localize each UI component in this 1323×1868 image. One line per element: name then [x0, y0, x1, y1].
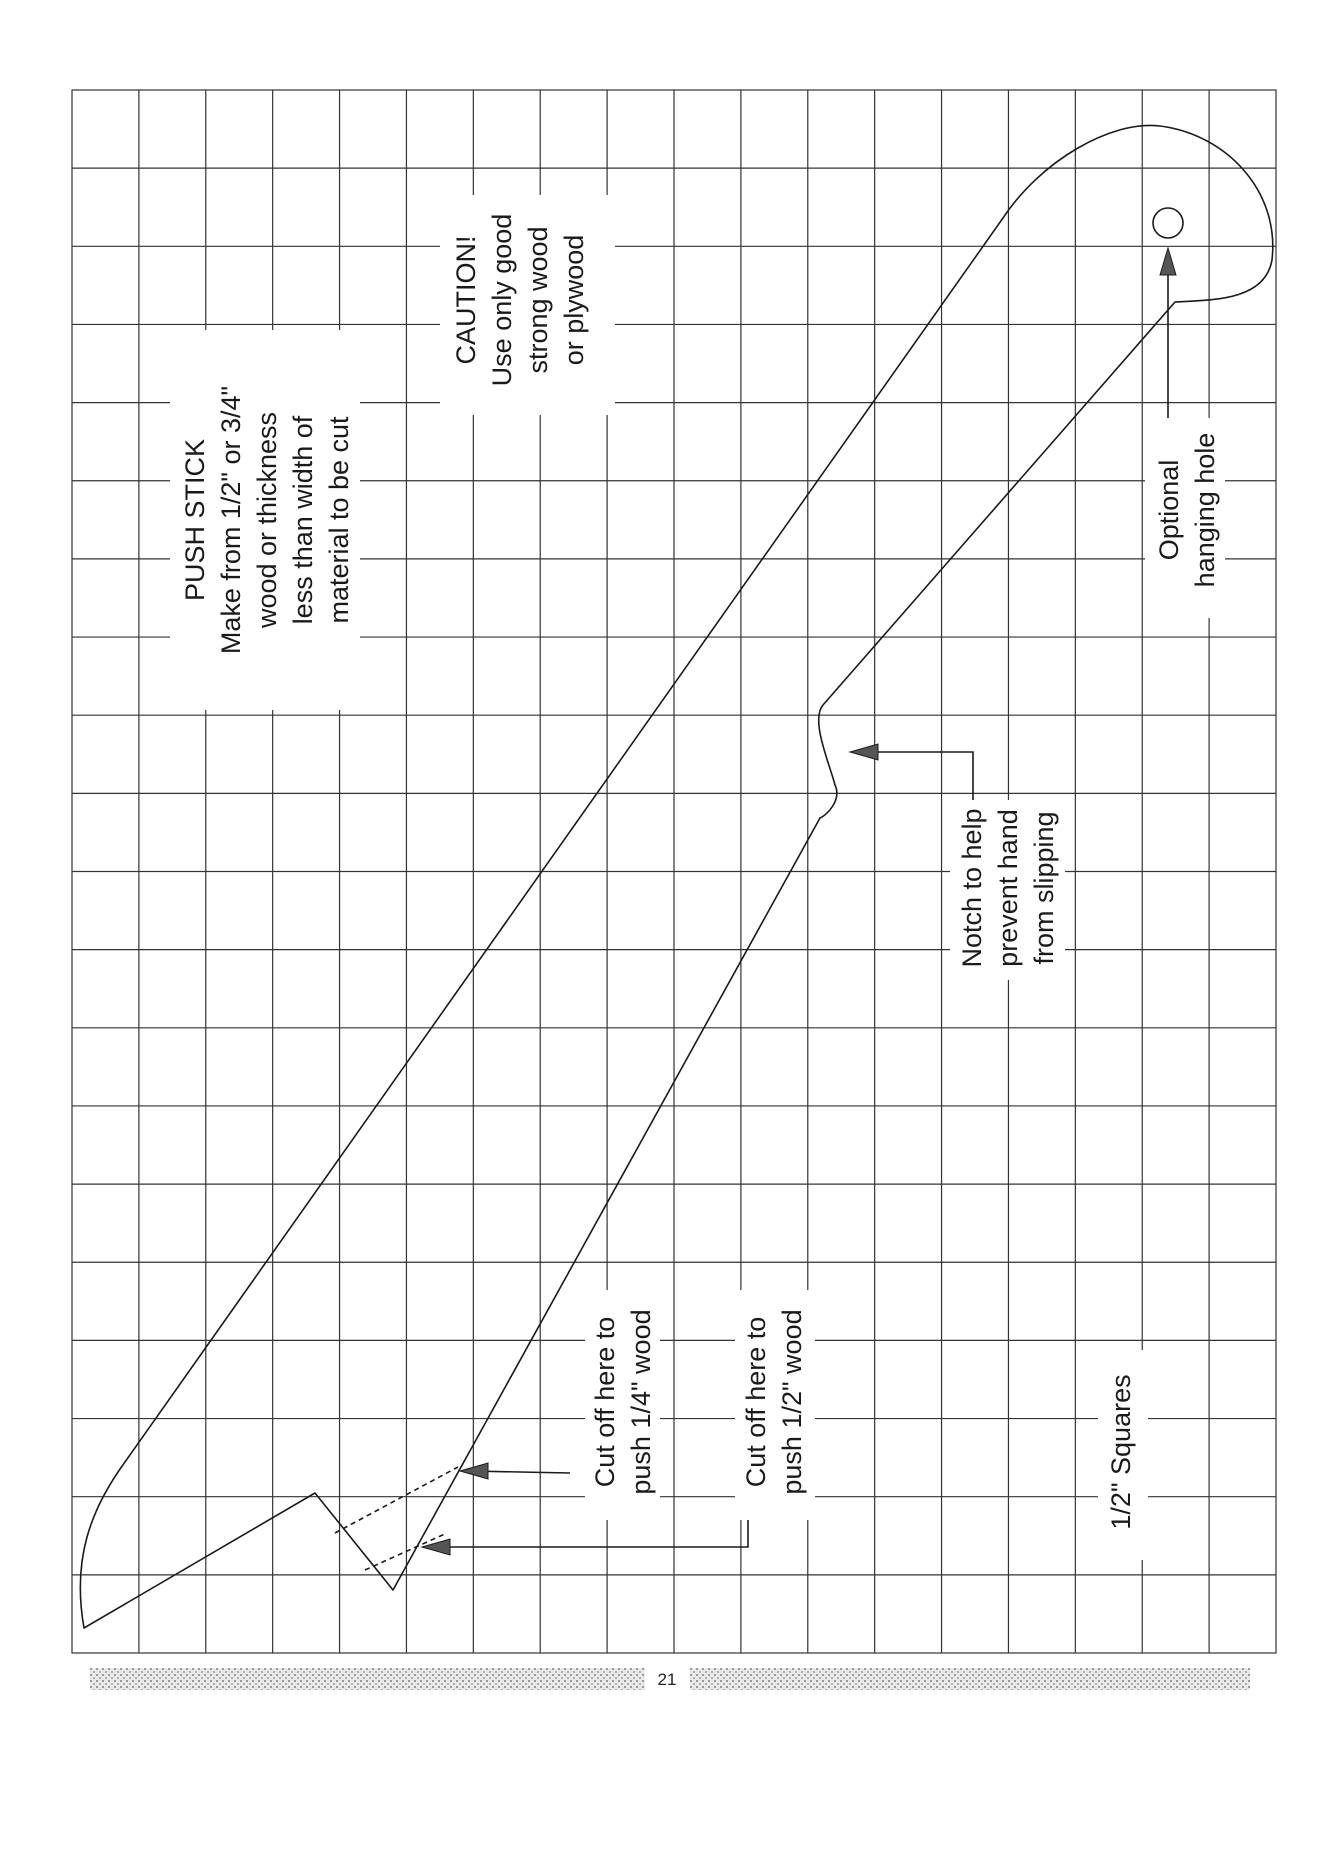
notch-note-line-1: Notch to help: [957, 808, 987, 968]
cut-half-line-2: push 1/2" wood: [777, 1309, 807, 1495]
caution-line-2: strong wood: [523, 226, 553, 374]
caution-heading: CAUTION!: [451, 235, 481, 365]
page-number: 21: [657, 1670, 677, 1689]
caution-line-3: or plywood: [559, 234, 589, 366]
cut-quarter-block: [585, 1290, 660, 1520]
hanging-hole: [1153, 208, 1183, 238]
hole-note-block: [1145, 418, 1225, 618]
hole-note-line-2: hanging hole: [1190, 432, 1220, 588]
pattern-title: PUSH STICK: [180, 438, 210, 602]
notch-arrow-icon: [850, 744, 878, 760]
cut-half-leader: [440, 1520, 748, 1547]
notch-note-line-2: prevent hand: [993, 809, 1023, 967]
instruction-line-2: wood or thickness: [252, 411, 282, 629]
cut-line-quarter: [335, 1467, 458, 1533]
half-inch-grid: [72, 90, 1276, 1653]
caution-block: [440, 195, 615, 415]
instruction-line-1: Make from 1/2" or 3/4": [216, 385, 246, 655]
cut-half-line-1: Cut off here to: [741, 1316, 771, 1488]
caution-line-1: Use only good: [487, 213, 517, 387]
cut-half-block: [735, 1290, 815, 1520]
cut-quarter-line-2: push 1/4" wood: [626, 1309, 656, 1495]
scale-note: 1/2" Squares: [1106, 1374, 1136, 1530]
cut-quarter-arrow-icon: [460, 1463, 488, 1479]
notch-note-line-3: from slipping: [1029, 811, 1059, 965]
cut-half-arrow-icon: [422, 1539, 450, 1555]
instruction-line-3: less than width of: [288, 415, 318, 625]
cut-quarter-line-1: Cut off here to: [590, 1316, 620, 1488]
hole-note-line-1: Optional: [1154, 459, 1184, 561]
notch-note-block: [950, 800, 1065, 980]
instructions-block: [170, 330, 360, 710]
instruction-line-4: material to be cut: [324, 416, 354, 624]
hole-arrow-icon: [1160, 248, 1176, 275]
scale-note-block: [1098, 1350, 1148, 1560]
page-footer: [90, 1668, 1250, 1690]
